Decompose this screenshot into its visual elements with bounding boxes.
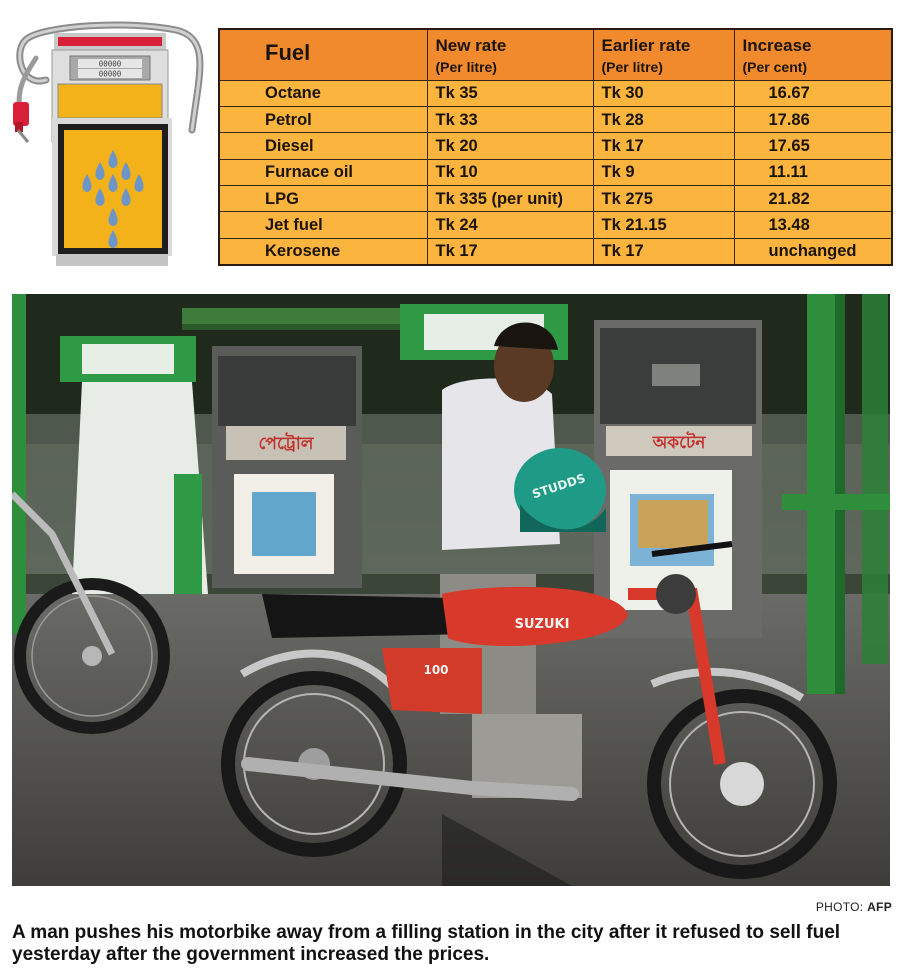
cell-new-rate: Tk 20 [427,133,593,159]
cell-increase: 16.67 [734,80,892,106]
table-row [219,133,892,159]
table-header-row [219,29,892,80]
cell-fuel: Kerosene [219,238,427,265]
cell-fuel: Petrol [219,106,427,132]
cell-fuel: Furnace oil [219,159,427,185]
table-row [219,238,892,265]
pump-sign-octane: অকটেন [652,433,706,453]
photo-credit-source: AFP [867,900,892,914]
cell-new-rate: Tk 10 [427,159,593,185]
cell-fuel: Diesel [219,133,427,159]
cell-increase: 17.86 [734,106,892,132]
table-row [219,80,892,106]
cell-earlier-rate: Tk 21.15 [593,212,734,238]
cell-earlier-rate: Tk 9 [593,159,734,185]
news-photo [12,294,890,886]
table-row [219,185,892,211]
header-earlier-rate: Earlier rate (Per litre) [593,29,734,80]
header-new-rate: New rate (Per litre) [427,29,593,80]
photo-credit-label: PHOTO: [815,900,864,914]
cell-fuel: Octane [219,80,427,106]
cell-fuel: LPG [219,185,427,211]
header-increase: Increase (Per cent) [734,29,892,80]
table-row [219,106,892,132]
photo-credit [816,900,892,914]
cell-fuel: Jet fuel [219,212,427,238]
cell-earlier-rate: Tk 30 [593,80,734,106]
nozzle-icon [13,102,29,142]
cell-increase: 13.48 [734,212,892,238]
cell-increase: 21.82 [734,185,892,211]
helmet-brand: STUDDS [530,471,588,502]
cell-earlier-rate: Tk 17 [593,238,734,265]
table-row [219,159,892,185]
cell-increase: 17.65 [734,133,892,159]
side-cover-number: 100 [423,663,449,677]
table-row [219,212,892,238]
cell-new-rate: Tk 17 [427,238,593,265]
header-fuel: Fuel [219,29,427,80]
fuel-tank-brand: SUZUKI [514,617,570,632]
cell-new-rate: Tk 24 [427,212,593,238]
fuel-price-table [218,28,893,266]
cell-new-rate: Tk 335 (per unit) [427,185,593,211]
cell-earlier-rate: Tk 28 [593,106,734,132]
cell-earlier-rate: Tk 17 [593,133,734,159]
cell-new-rate: Tk 35 [427,80,593,106]
cell-earlier-rate: Tk 275 [593,185,734,211]
helmet [514,448,606,532]
photo-caption: A man pushes his motorbike away from a filling station in the city after it refused to sell fuel yesterday after the government increased the prices. [12,922,841,965]
cell-increase: 11.11 [734,159,892,185]
pump-sign-petrol: পেট্রোল [258,434,314,454]
fuel-pump-icon [6,18,206,270]
pump-display-line-2: 00000 [98,69,122,79]
cell-new-rate: Tk 33 [427,106,593,132]
pump-display-line-1: 00000 [98,59,122,69]
cell-increase: unchanged [734,238,892,265]
